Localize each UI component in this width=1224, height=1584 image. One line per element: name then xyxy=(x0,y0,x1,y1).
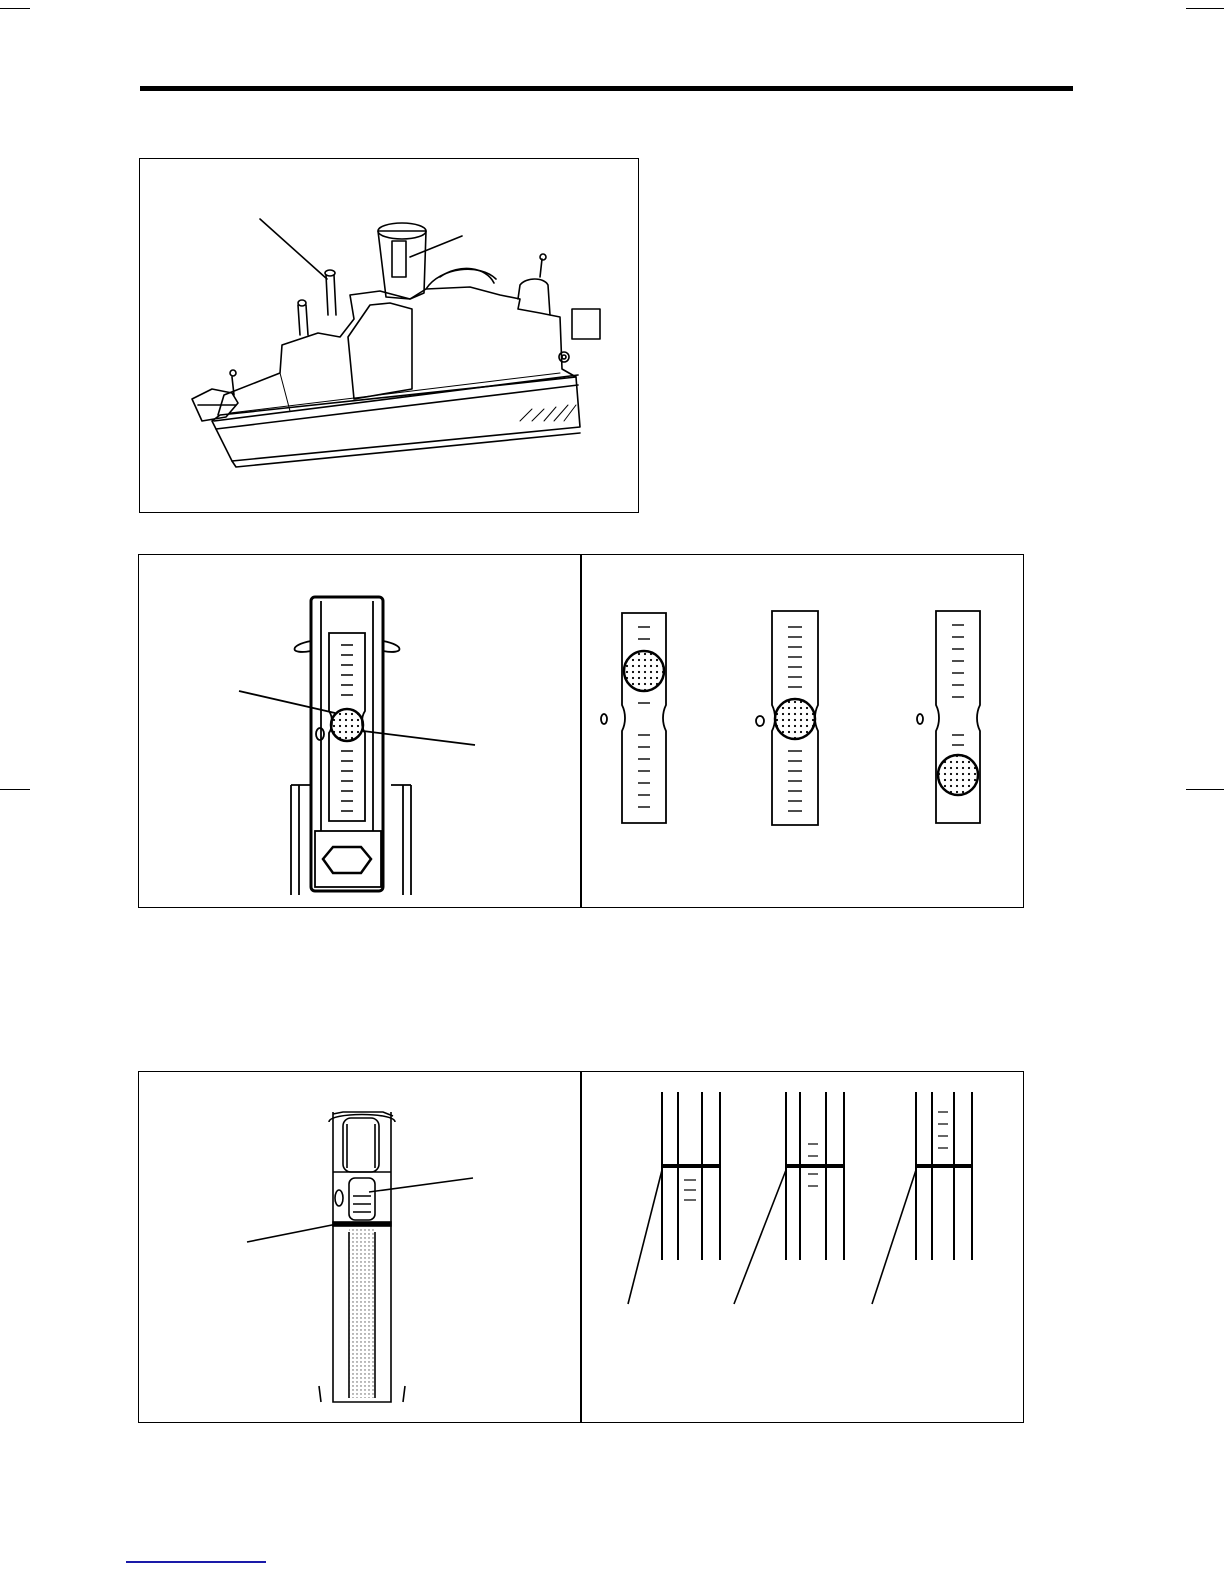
example-line-middle xyxy=(734,1092,844,1304)
level-line xyxy=(333,1222,391,1226)
reference-mark xyxy=(316,728,324,740)
adjuster-screw xyxy=(326,275,328,315)
figure-headlamp xyxy=(139,158,639,513)
figure-bubble-level xyxy=(138,554,1024,908)
example-line-upper xyxy=(628,1092,720,1304)
leader-line-reference-mark xyxy=(363,731,475,745)
example-bubble-above xyxy=(601,613,666,823)
example-line-lower xyxy=(872,1092,972,1304)
crop-mark-mid-right xyxy=(1186,789,1224,790)
line-position-examples xyxy=(582,1072,1023,1422)
gauge-window xyxy=(349,1178,375,1220)
mounting-nut xyxy=(323,847,371,873)
header-rule xyxy=(140,86,1073,91)
figure-line-level xyxy=(138,1071,1024,1423)
headlamp-illustration xyxy=(140,159,637,511)
crop-mark-mid-left xyxy=(0,789,30,790)
leader-line-window xyxy=(369,1178,473,1192)
leader-line-level-gauge xyxy=(410,236,462,257)
example-bubble-centered xyxy=(756,611,818,825)
bubble-position-examples xyxy=(582,555,1023,907)
crop-mark-top-right xyxy=(1186,8,1224,9)
example-bubble-below xyxy=(917,611,980,823)
bubble xyxy=(331,709,363,741)
line-gauge-illustration xyxy=(139,1072,580,1422)
crop-mark-top-left xyxy=(0,8,30,9)
bubble-vial-illustration xyxy=(139,555,580,907)
lamp-lens xyxy=(212,377,580,461)
leader-line-level-line xyxy=(247,1224,337,1242)
footer-rule xyxy=(126,1561,266,1563)
leader-line-adjuster-screw xyxy=(260,219,327,279)
